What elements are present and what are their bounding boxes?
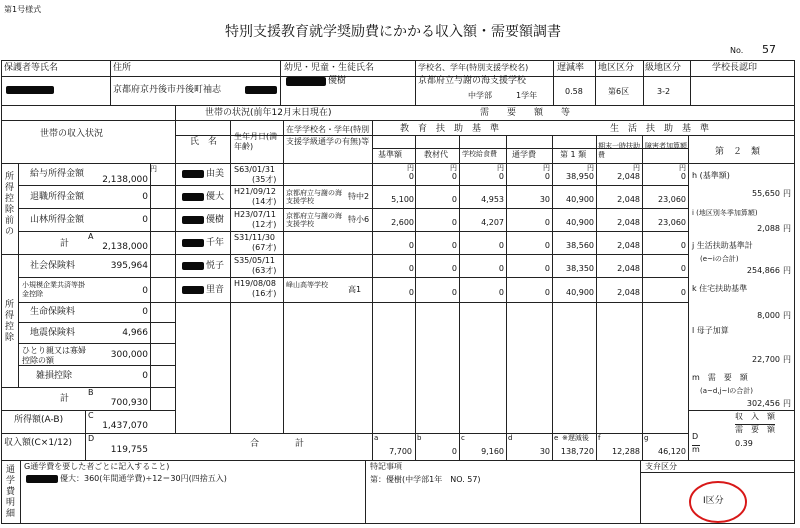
totals-c-mark: c	[461, 434, 465, 442]
ratio-value: 0.39	[735, 439, 753, 448]
member-class1-amount: 40,900	[566, 217, 594, 227]
class2-m-label: m 需 要 額	[692, 373, 748, 382]
yen-unit: 円	[543, 164, 550, 172]
member-class1-amount: 40,900	[566, 287, 594, 297]
commute-note-title: G通学費を要した者ごとに記入すること)	[24, 462, 170, 471]
member-birth: S31/11/30	[234, 233, 276, 242]
redacted-guardian	[6, 86, 54, 94]
birth-heading: 生年月日(満年齢)	[234, 132, 278, 151]
small-mutual-value: 0	[142, 286, 148, 296]
income-amount-value: 119,755	[110, 445, 148, 455]
misc-value: 0	[142, 371, 148, 381]
member-name: 千年	[206, 237, 225, 248]
member-disability-amount: 0	[680, 263, 686, 273]
member-base-amount: 0	[408, 287, 414, 297]
ratio-label-top: 収 入 額	[735, 412, 775, 421]
division-value: 中学部	[468, 91, 492, 100]
member-school: 京都府立与謝の海支援学校	[286, 189, 342, 205]
class2-k-unit: 円	[783, 311, 791, 320]
redacted-member-surname	[182, 239, 204, 247]
totals-d-value: 30	[539, 447, 550, 456]
base-heading: 基準額	[378, 150, 402, 159]
social-label: 社会保険料	[30, 261, 76, 271]
member-materials-amount: 0	[451, 217, 457, 227]
member-commute-amount: 0	[544, 263, 550, 273]
member-class1-amount: 40,900	[566, 194, 594, 204]
class2-j-sub: (e~iの合計)	[700, 255, 739, 263]
remarks-value: 第：優樹(中学部1年 NO. 57)	[370, 475, 481, 484]
member-materials-amount: 0	[451, 240, 457, 250]
class2-m-sub: (a~d,j~lの合計)	[700, 387, 754, 395]
class2-j-unit: 円	[783, 266, 791, 275]
totals-b-mark: b	[417, 434, 422, 442]
winter-heading: 期末一時扶助費	[598, 142, 640, 159]
member-age: (35才)	[252, 175, 277, 184]
class1-heading: 第 1 類	[560, 150, 587, 159]
member-materials-amount: 0	[451, 194, 457, 204]
member-base-amount: 0	[408, 240, 414, 250]
member-lunch-amount: 0	[498, 240, 504, 250]
student-label: 幼児・児童・生徒氏名	[284, 63, 375, 73]
member-class1-amount: 38,560	[566, 240, 594, 250]
deduction-label: 所得控除	[4, 300, 14, 343]
class2-m-unit: 円	[783, 399, 791, 408]
retirement-label: 退職所得金額	[30, 192, 85, 202]
redacted-commuter	[26, 475, 58, 483]
member-winter-amount: 2,048	[617, 172, 640, 181]
member-winter-amount: 2,048	[617, 240, 640, 250]
page-title: 特別支援教育就学奨励費にかかる収入額・需要額調書	[225, 24, 561, 40]
retirement-value: 0	[142, 192, 148, 202]
class2-m-value: 302,456	[746, 399, 780, 408]
small-mutual-label: 小規模企業共済等掛金控除	[22, 281, 85, 298]
member-commute-amount: 0	[544, 287, 550, 297]
member-age: (16才)	[252, 289, 277, 298]
subtotal-label: 計	[60, 239, 70, 249]
earthquake-value: 4,966	[122, 328, 148, 338]
totals-a-value: 7,700	[389, 447, 412, 456]
income-status-heading: 世帯の収入状況	[40, 129, 104, 139]
member-base-amount: 5,100	[391, 194, 414, 204]
income-amount-label: 収入額(C×1/12)	[4, 438, 73, 448]
totals-f-value: 12,288	[612, 447, 640, 456]
totals-c-value: 9,160	[481, 447, 504, 456]
member-name: 優樹	[206, 214, 225, 225]
class2-i-value: 2,088	[757, 224, 780, 233]
member-birth: S63/01/31	[234, 165, 276, 174]
member-name: 里音	[206, 284, 225, 295]
living-heading: 生 活 扶 助 基 準	[610, 124, 710, 134]
student-value: 優樹	[328, 76, 347, 86]
redacted-member-surname	[182, 286, 204, 294]
class2-i-unit: 円	[783, 224, 791, 233]
no-label: No.	[730, 46, 744, 55]
member-base-amount: 0	[408, 263, 414, 273]
payment-label: 支弁区分	[645, 462, 677, 471]
totals-b-value: 0	[451, 447, 457, 456]
total-b-label: 計	[60, 394, 70, 404]
yen-unit: 円	[407, 164, 414, 172]
yen-unit: 円	[587, 164, 594, 172]
grade-div-value: 3-2	[657, 87, 671, 96]
class2-j-label: j 生活扶助基準計	[692, 241, 753, 250]
net-income-label: 所得額(A-B)	[14, 415, 64, 425]
grade-value: 1学年	[516, 91, 538, 100]
class2-h-label: h (基準額)	[692, 171, 730, 180]
member-class1-amount: 38,350	[566, 263, 594, 273]
education-heading: 教 育 扶 助 基 準	[400, 124, 500, 134]
remarks-label: 特記事項	[370, 462, 402, 471]
member-commute-amount: 30	[539, 194, 550, 204]
subtotal-mark: A	[88, 232, 94, 241]
class2-l-unit: 円	[783, 355, 791, 364]
totals-g-mark: g	[644, 434, 649, 442]
no-value: 57	[762, 43, 776, 56]
net-income-mark: C	[88, 411, 94, 420]
social-value: 395,964	[110, 261, 148, 271]
salary-label: 給与所得金額	[30, 169, 85, 179]
redacted-member-surname	[182, 170, 204, 178]
pre-deduction-label: 所得控除前の	[4, 172, 14, 237]
member-lunch-amount: 0	[498, 263, 504, 273]
name-heading: 氏 名	[190, 137, 218, 147]
member-disability-amount: 23,060	[658, 194, 686, 204]
member-winter-amount: 2,048	[617, 194, 640, 204]
address-value: 京都府京丹後市丹後町袖志	[113, 85, 222, 95]
member-birth: H21/09/12	[234, 187, 276, 196]
household-status-heading: 世帯の状況(前年12月末日現在)	[205, 108, 332, 118]
member-age: (63才)	[252, 266, 277, 275]
earthquake-label: 地震保険料	[30, 328, 76, 338]
member-commute-amount: 0	[544, 240, 550, 250]
income-amount-mark: D	[88, 434, 95, 443]
member-age: (12才)	[252, 220, 277, 229]
member-winter-amount: 2,048	[617, 287, 640, 297]
forest-value: 0	[142, 215, 148, 225]
payment-value: Ⅰ区分	[703, 496, 724, 506]
member-school: 峰山高等学校	[286, 281, 328, 289]
member-school: 京都府立与謝の海支援学校	[286, 212, 342, 228]
single-parent-label: ひとり親又は寡婦控除の額	[22, 346, 86, 365]
member-age: (67才)	[252, 243, 277, 252]
form-number: 第1号様式	[4, 5, 42, 14]
member-materials-amount: 0	[451, 263, 457, 273]
class2-heading: 第 ２ 類	[715, 147, 761, 157]
class2-j-value: 254,866	[746, 266, 780, 275]
member-base-amount: 0	[408, 172, 414, 181]
member-birth: H23/07/11	[234, 210, 276, 219]
member-winter-amount: 2,048	[617, 263, 640, 273]
yen-unit: 円	[450, 164, 457, 172]
yen-unit: 円	[497, 164, 504, 172]
subtotal-value: 2,138,000	[102, 242, 148, 252]
school-label: 学校名、学年(特別支援学校名)	[418, 63, 529, 72]
life-value: 0	[142, 307, 148, 317]
life-label: 生命保険料	[30, 307, 76, 317]
redacted-member-surname	[182, 216, 204, 224]
rate-value: 0.58	[565, 87, 583, 96]
member-materials-amount: 0	[451, 287, 457, 297]
totals-g-value: 46,120	[658, 447, 686, 456]
yen-unit: 円	[679, 164, 686, 172]
member-disability-amount: 23,060	[658, 217, 686, 227]
class2-k-value: 8,000	[757, 311, 780, 320]
member-base-amount: 2,600	[391, 217, 414, 227]
yen-unit: 円	[633, 164, 640, 172]
forest-label: 山林所得金額	[30, 215, 85, 225]
ratio-d-mark: D	[692, 432, 699, 441]
school-value: 京都府立与謝の海支援学校	[418, 76, 527, 86]
member-commute-amount: 0	[544, 217, 550, 227]
class2-k-label: k 住宅扶助基準	[692, 284, 748, 293]
member-birth: S35/05/11	[234, 256, 276, 265]
redacted-student	[286, 77, 326, 86]
ratio-m-mark: m	[692, 445, 700, 454]
member-class1-amount: 38,950	[566, 172, 594, 181]
area-value: 第6区	[608, 87, 630, 96]
member-lunch-amount: 4,207	[481, 217, 504, 227]
total-b-value: 700,930	[110, 398, 148, 408]
school-year-heading: 在学学校名・学年(特別支援学級通学の有無)等	[286, 125, 370, 146]
member-birth: H19/08/08	[234, 279, 276, 288]
member-age: (14才)	[252, 197, 277, 206]
member-class: 特小6	[348, 214, 370, 224]
redacted-member-surname	[182, 262, 204, 270]
totals-label: 合 計	[250, 439, 305, 449]
single-parent-value: 300,000	[110, 350, 148, 360]
member-lunch-amount: 4,953	[481, 194, 504, 204]
totals-a-mark: a	[374, 434, 379, 442]
member-disability-amount: 0	[680, 172, 686, 181]
commute-heading: 通学費	[512, 150, 536, 159]
class2-l-value: 22,700	[752, 355, 780, 364]
misc-label: 雑損控除	[36, 371, 73, 381]
member-materials-amount: 0	[451, 172, 457, 181]
totals-e-mark: e	[554, 434, 559, 442]
redacted-member-surname	[182, 193, 204, 201]
grade-div-label: 級地区分	[645, 63, 682, 73]
class2-i-label: i (地区別冬季加算額)	[692, 209, 758, 217]
principal-label: 学校長認印	[712, 63, 758, 73]
commute-detail-label: 通学費明細	[5, 465, 15, 519]
member-class: 高1	[348, 284, 362, 294]
member-winter-amount: 2,048	[617, 217, 640, 227]
salary-unit: 円	[150, 165, 157, 173]
member-disability-amount: 0	[680, 287, 686, 297]
member-name: 悦子	[206, 260, 225, 271]
totals-f-mark: f	[598, 434, 601, 442]
totals-d-mark: d	[508, 434, 513, 442]
member-lunch-amount: 0	[498, 172, 504, 181]
totals-e-note: ※遅減後	[562, 434, 589, 442]
member-name: 由美	[206, 169, 225, 179]
member-commute-amount: 0	[544, 172, 550, 181]
demand-heading: 需 要 額 等	[480, 108, 571, 118]
member-class: 特中2	[348, 191, 370, 201]
member-name: 優大	[206, 191, 225, 202]
redacted-address	[245, 86, 277, 94]
lunch-heading: 学校給食費	[462, 150, 497, 158]
member-disability-amount: 0	[680, 240, 686, 250]
member-lunch-amount: 0	[498, 287, 504, 297]
class2-l-label: l 母子加算	[692, 326, 729, 335]
total-b-mark: B	[88, 388, 94, 397]
totals-e-value: 138,720	[560, 447, 594, 456]
commute-detail: 優大：360(年間通学費)÷12＝30円(四捨五入)	[60, 474, 227, 483]
materials-heading: 教材代	[424, 150, 448, 159]
salary-value: 2,138,000	[102, 175, 148, 185]
net-income-value: 1,437,070	[102, 421, 148, 431]
class2-h-value: 55,650	[752, 189, 780, 198]
disability-heading: 障害者加算額	[645, 142, 687, 150]
class2-h-unit: 円	[783, 189, 791, 198]
address-label: 住所	[113, 63, 132, 73]
rate-label: 遅減率	[557, 63, 585, 73]
ratio-label-bottom: 需 要 額	[735, 425, 775, 434]
guardian-label: 保護者等氏名	[4, 63, 59, 73]
area-label: 地区区分	[598, 63, 635, 73]
